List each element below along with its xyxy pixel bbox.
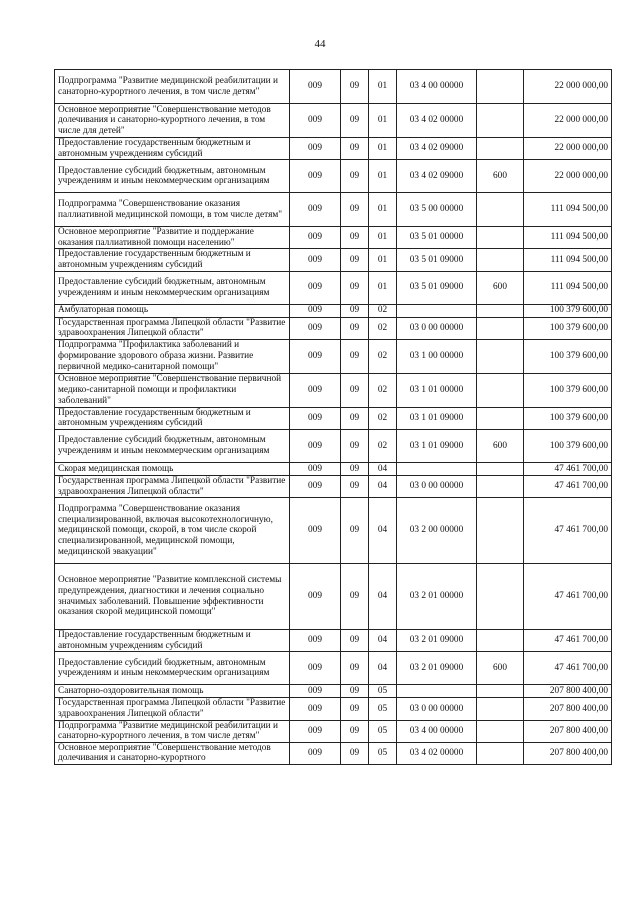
cell-name: Предоставление государственным бюджетным и автономным учреждениям субсидий: [55, 630, 290, 652]
table-row: [55, 317, 612, 339]
cell-rz: 09: [341, 271, 369, 304]
cell-pr: 02: [369, 304, 397, 317]
cell-csr: 03 0 00 00000: [397, 698, 477, 720]
table-row: [55, 498, 612, 564]
cell-pr: 05: [369, 742, 397, 764]
cell-rz: 09: [341, 160, 369, 193]
cell-rz: 09: [341, 429, 369, 462]
cell-rz: 09: [341, 249, 369, 271]
cell-vr: [477, 339, 524, 373]
cell-csr: 03 5 01 00000: [397, 227, 477, 249]
cell-vr: [477, 317, 524, 339]
table-row: [55, 564, 612, 630]
cell-name: Предоставление государственным бюджетным и автономным учреждениям субсидий: [55, 249, 290, 271]
cell-pr: 01: [369, 193, 397, 227]
cell-name: Подпрограмма "Профилактика заболеваний и формирование здорового образа жизни. Развитие первичной медико-санитарной помощи": [55, 339, 290, 373]
cell-rz: 09: [341, 104, 369, 138]
budget-table-body: [55, 70, 612, 765]
cell-vr: [477, 475, 524, 497]
cell-csr: [397, 462, 477, 475]
cell-name: Основное мероприятие "Развитие и поддержание оказания паллиативной помощи населению": [55, 227, 290, 249]
table-row: [55, 698, 612, 720]
table-row: [55, 630, 612, 652]
cell-rz: 09: [341, 652, 369, 685]
cell-rz: 09: [341, 685, 369, 698]
cell-vr: [477, 630, 524, 652]
cell-pr: 02: [369, 339, 397, 373]
cell-pr: 04: [369, 498, 397, 564]
table-row: [55, 652, 612, 685]
cell-name: Предоставление субсидий бюджетным, автономным учреждениям и иным некоммерческим организациям: [55, 271, 290, 304]
cell-rz: 09: [341, 304, 369, 317]
cell-csr: 03 5 01 09000: [397, 271, 477, 304]
cell-rz: 09: [341, 475, 369, 497]
cell-vr: [477, 70, 524, 104]
cell-vr: [477, 249, 524, 271]
cell-rz: 09: [341, 462, 369, 475]
cell-ved: 009: [290, 652, 341, 685]
cell-rz: 09: [341, 498, 369, 564]
cell-rz: 09: [341, 193, 369, 227]
cell-rz: 09: [341, 138, 369, 160]
cell-name: Основное мероприятие "Развитие комплексной системы предупреждения, диагностики и лечения социально значимых заболеваний. Повышение эффективности оказания скорой медицинской помощи": [55, 564, 290, 630]
table-row: [55, 249, 612, 271]
cell-csr: 03 4 00 00000: [397, 720, 477, 742]
cell-pr: 02: [369, 407, 397, 429]
table-row: [55, 193, 612, 227]
cell-sum: 207 800 400,00: [524, 742, 612, 764]
cell-rz: 09: [341, 407, 369, 429]
cell-name: Санаторно-оздоровительная помощь: [55, 685, 290, 698]
cell-name: Основное мероприятие "Совершенствование методов долечивания и санаторно-курортного лечения, в том числе для детей": [55, 104, 290, 138]
cell-csr: 03 2 01 00000: [397, 564, 477, 630]
cell-sum: 22 000 000,00: [524, 104, 612, 138]
cell-sum: 207 800 400,00: [524, 698, 612, 720]
cell-name: Подпрограмма "Развитие медицинской реабилитации и санаторно-курортного лечения, в том числе детям": [55, 720, 290, 742]
cell-csr: [397, 304, 477, 317]
cell-rz: 09: [341, 227, 369, 249]
cell-ved: 009: [290, 564, 341, 630]
cell-csr: 03 2 01 09000: [397, 652, 477, 685]
cell-csr: 03 4 02 00000: [397, 742, 477, 764]
cell-pr: 01: [369, 227, 397, 249]
cell-vr: [477, 742, 524, 764]
table-row: [55, 138, 612, 160]
cell-sum: 100 379 600,00: [524, 407, 612, 429]
cell-vr: [477, 698, 524, 720]
cell-rz: 09: [341, 564, 369, 630]
cell-sum: 47 461 700,00: [524, 652, 612, 685]
cell-rz: 09: [341, 317, 369, 339]
cell-ved: 009: [290, 698, 341, 720]
cell-csr: 03 5 00 00000: [397, 193, 477, 227]
cell-ved: 009: [290, 271, 341, 304]
cell-vr: [477, 104, 524, 138]
table-row: [55, 462, 612, 475]
cell-vr: [477, 720, 524, 742]
cell-ved: 009: [290, 160, 341, 193]
cell-name: Подпрограмма "Совершенствование оказания специализированной, включая высокотехнологичную, медицинской помощи, скорой, в том числе скорой специализированной, медицинской помощи, медицинской эвакуации": [55, 498, 290, 564]
cell-pr: 04: [369, 475, 397, 497]
cell-ved: 009: [290, 304, 341, 317]
table-row: [55, 70, 612, 104]
cell-pr: 02: [369, 429, 397, 462]
cell-sum: 207 800 400,00: [524, 720, 612, 742]
table-row: [55, 720, 612, 742]
cell-ved: 009: [290, 498, 341, 564]
cell-sum: 100 379 600,00: [524, 429, 612, 462]
cell-rz: 09: [341, 373, 369, 407]
cell-vr: [477, 462, 524, 475]
cell-name: Государственная программа Липецкой области "Развитие здравоохранения Липецкой области": [55, 698, 290, 720]
cell-vr: [477, 138, 524, 160]
cell-csr: 03 2 01 09000: [397, 630, 477, 652]
cell-name: Основное мероприятие "Совершенствование первичной медико-санитарной помощи и профилактики заболеваний": [55, 373, 290, 407]
cell-pr: 01: [369, 104, 397, 138]
cell-sum: 100 379 600,00: [524, 317, 612, 339]
cell-ved: 009: [290, 317, 341, 339]
cell-pr: 01: [369, 249, 397, 271]
cell-ved: 009: [290, 70, 341, 104]
cell-csr: 03 5 01 09000: [397, 249, 477, 271]
cell-name: Предоставление государственным бюджетным и автономным учреждениям субсидий: [55, 407, 290, 429]
cell-sum: 100 379 600,00: [524, 373, 612, 407]
cell-sum: 111 094 500,00: [524, 249, 612, 271]
cell-csr: 03 4 02 00000: [397, 104, 477, 138]
cell-csr: 03 0 00 00000: [397, 317, 477, 339]
cell-rz: 09: [341, 70, 369, 104]
cell-sum: 47 461 700,00: [524, 462, 612, 475]
cell-sum: 111 094 500,00: [524, 227, 612, 249]
cell-csr: 03 1 01 09000: [397, 429, 477, 462]
cell-csr: 03 4 02 09000: [397, 138, 477, 160]
table-row: [55, 742, 612, 764]
table-row: [55, 271, 612, 304]
cell-vr: 600: [477, 429, 524, 462]
budget-table: [54, 69, 612, 765]
cell-vr: [477, 373, 524, 407]
cell-name: Скорая медицинская помощь: [55, 462, 290, 475]
cell-sum: 111 094 500,00: [524, 193, 612, 227]
cell-csr: [397, 685, 477, 698]
cell-name: Подпрограмма "Развитие медицинской реабилитации и санаторно-курортного лечения, в том числе детям": [55, 70, 290, 104]
cell-csr: 03 1 01 00000: [397, 373, 477, 407]
cell-sum: 47 461 700,00: [524, 630, 612, 652]
cell-rz: 09: [341, 339, 369, 373]
cell-name: Государственная программа Липецкой области "Развитие здравоохранения Липецкой области": [55, 475, 290, 497]
cell-csr: 03 0 00 00000: [397, 475, 477, 497]
table-row: [55, 227, 612, 249]
page-number: 44: [314, 38, 326, 50]
cell-ved: 009: [290, 685, 341, 698]
cell-pr: 01: [369, 271, 397, 304]
table-row: [55, 339, 612, 373]
cell-rz: 09: [341, 630, 369, 652]
cell-ved: 009: [290, 193, 341, 227]
cell-csr: 03 1 01 09000: [397, 407, 477, 429]
table-row: [55, 373, 612, 407]
cell-vr: [477, 685, 524, 698]
cell-pr: 04: [369, 462, 397, 475]
cell-ved: 009: [290, 630, 341, 652]
cell-rz: 09: [341, 698, 369, 720]
cell-name: Предоставление субсидий бюджетным, автономным учреждениям и иным некоммерческим организациям: [55, 160, 290, 193]
cell-pr: 04: [369, 564, 397, 630]
cell-name: Подпрограмма "Совершенствование оказания паллиативной медицинской помощи, в том числе детям": [55, 193, 290, 227]
cell-vr: [477, 407, 524, 429]
cell-vr: [477, 498, 524, 564]
cell-ved: 009: [290, 227, 341, 249]
table-row: [55, 160, 612, 193]
cell-vr: 600: [477, 652, 524, 685]
cell-csr: 03 4 02 09000: [397, 160, 477, 193]
cell-sum: 22 000 000,00: [524, 70, 612, 104]
cell-name: Амбулаторная помощь: [55, 304, 290, 317]
table-row: [55, 685, 612, 698]
cell-rz: 09: [341, 742, 369, 764]
cell-sum: 22 000 000,00: [524, 138, 612, 160]
table-row: [55, 104, 612, 138]
cell-vr: 600: [477, 160, 524, 193]
cell-vr: 600: [477, 271, 524, 304]
cell-pr: 01: [369, 160, 397, 193]
cell-pr: 01: [369, 70, 397, 104]
cell-sum: 47 461 700,00: [524, 475, 612, 497]
cell-pr: 05: [369, 698, 397, 720]
cell-vr: [477, 304, 524, 317]
cell-sum: 47 461 700,00: [524, 498, 612, 564]
cell-ved: 009: [290, 462, 341, 475]
cell-ved: 009: [290, 249, 341, 271]
cell-name: Предоставление государственным бюджетным и автономным учреждениям субсидий: [55, 138, 290, 160]
cell-sum: 47 461 700,00: [524, 564, 612, 630]
cell-csr: 03 1 00 00000: [397, 339, 477, 373]
cell-ved: 009: [290, 138, 341, 160]
cell-pr: 02: [369, 373, 397, 407]
cell-pr: 02: [369, 317, 397, 339]
table-row: [55, 429, 612, 462]
cell-pr: 04: [369, 630, 397, 652]
cell-name: Предоставление субсидий бюджетным, автономным учреждениям и иным некоммерческим организациям: [55, 429, 290, 462]
cell-pr: 04: [369, 652, 397, 685]
cell-sum: 207 800 400,00: [524, 685, 612, 698]
cell-ved: 009: [290, 373, 341, 407]
cell-vr: [477, 564, 524, 630]
cell-sum: 100 379 600,00: [524, 304, 612, 317]
cell-vr: [477, 227, 524, 249]
cell-ved: 009: [290, 720, 341, 742]
cell-name: Предоставление субсидий бюджетным, автономным учреждениям и иным некоммерческим организациям: [55, 652, 290, 685]
table-row: [55, 304, 612, 317]
cell-name: Государственная программа Липецкой области "Развитие здравоохранения Липецкой области": [55, 317, 290, 339]
cell-sum: 111 094 500,00: [524, 271, 612, 304]
cell-name: Основное мероприятие "Совершенствование методов долечивания и санаторно-курортного: [55, 742, 290, 764]
cell-ved: 009: [290, 475, 341, 497]
cell-sum: 22 000 000,00: [524, 160, 612, 193]
cell-pr: 05: [369, 685, 397, 698]
cell-vr: [477, 193, 524, 227]
cell-ved: 009: [290, 429, 341, 462]
cell-pr: 05: [369, 720, 397, 742]
cell-ved: 009: [290, 104, 341, 138]
cell-csr: 03 2 00 00000: [397, 498, 477, 564]
cell-rz: 09: [341, 720, 369, 742]
cell-sum: 100 379 600,00: [524, 339, 612, 373]
cell-ved: 009: [290, 339, 341, 373]
table-row: [55, 475, 612, 497]
table-row: [55, 407, 612, 429]
cell-csr: 03 4 00 00000: [397, 70, 477, 104]
cell-ved: 009: [290, 742, 341, 764]
cell-pr: 01: [369, 138, 397, 160]
cell-ved: 009: [290, 407, 341, 429]
